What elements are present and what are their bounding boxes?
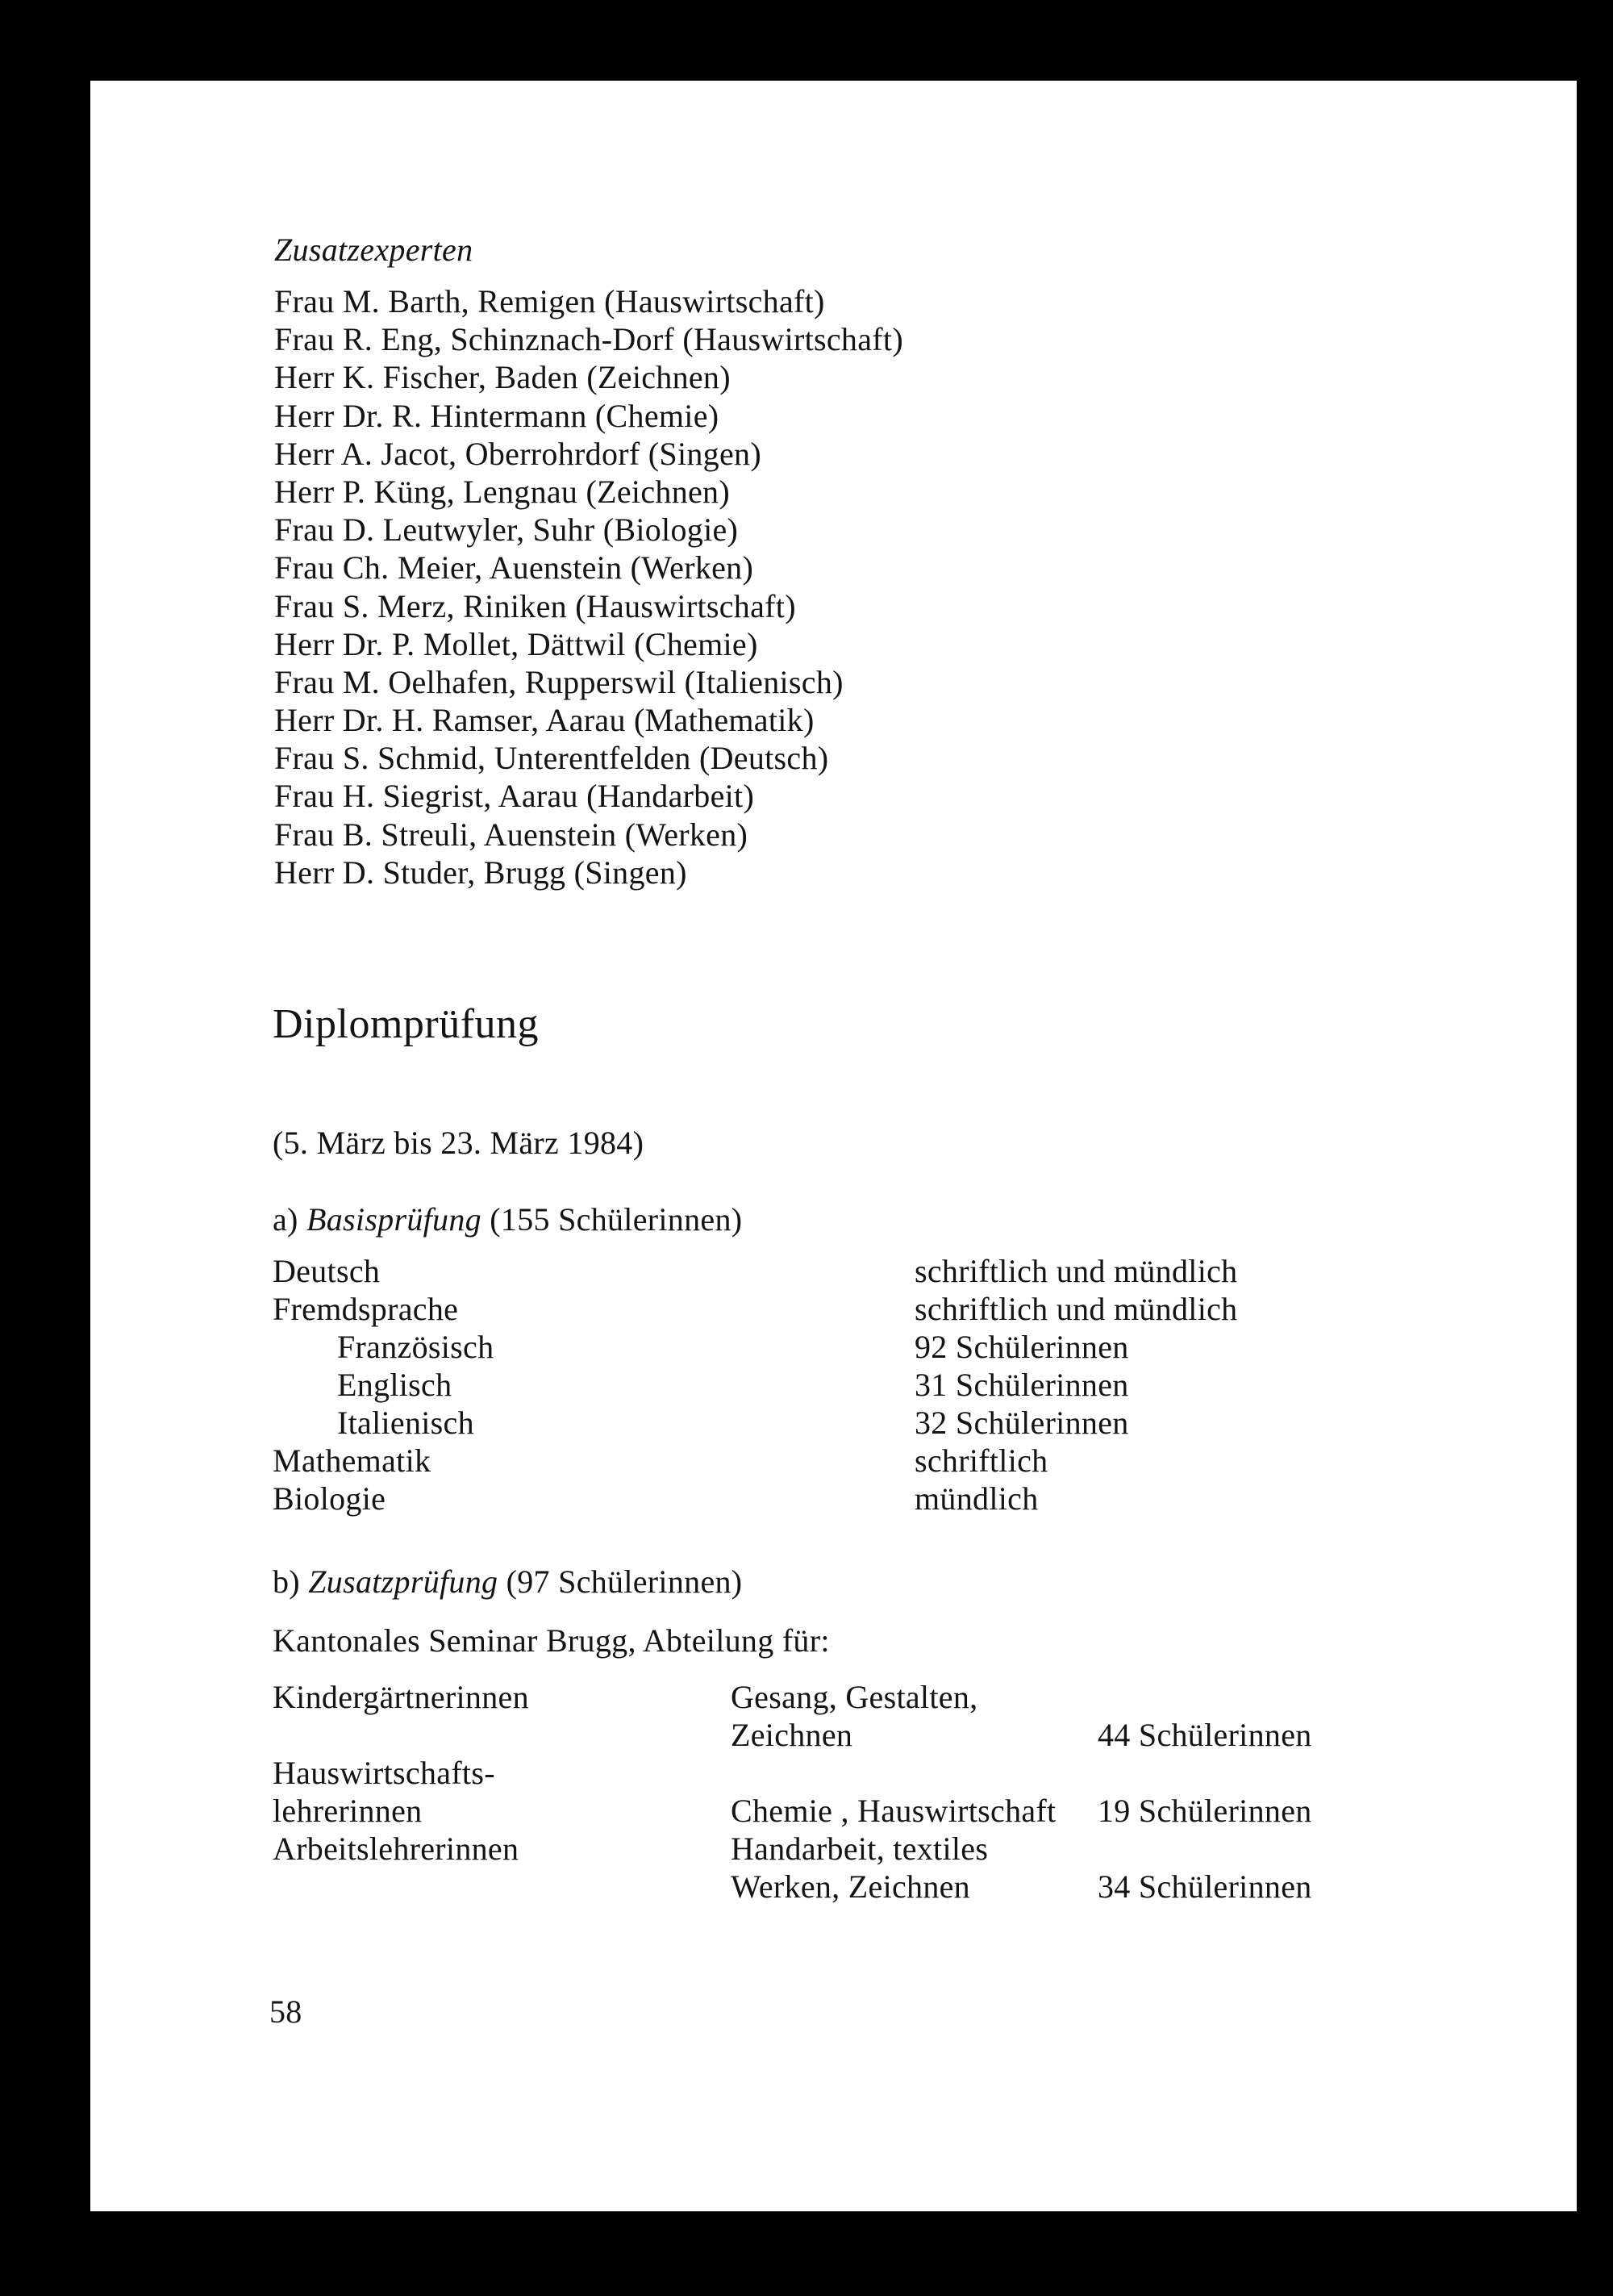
expert-item: Herr Dr. R. Hintermann (Chemie) xyxy=(274,397,719,434)
basis-mode: 32 Schülerinnen xyxy=(915,1405,1129,1441)
basis-subject: Biologie xyxy=(273,1480,386,1517)
basis-prefix: a) xyxy=(273,1201,298,1238)
expert-item: Frau S. Schmid, Unterentfelden (Deutsch) xyxy=(274,740,829,777)
expert-item: Herr Dr. P. Mollet, Dättwil (Chemie) xyxy=(274,625,758,662)
basis-subject: Mathematik xyxy=(273,1442,431,1479)
document-page xyxy=(90,81,1577,2211)
expert-item: Frau Ch. Meier, Auenstein (Werken) xyxy=(274,549,754,587)
zusatz-prefix: b) xyxy=(273,1563,300,1600)
basis-subject: Deutsch xyxy=(273,1253,381,1289)
expert-item: Frau R. Eng, Schinznach-Dorf (Hauswirtschaft) xyxy=(274,321,903,358)
expert-item: Frau B. Streuli, Auenstein (Werken) xyxy=(274,816,748,853)
expert-item: Herr D. Studer, Brugg (Singen) xyxy=(274,854,687,891)
basis-mode: mündlich xyxy=(915,1480,1039,1517)
department-label: Arbeitslehrerinnen xyxy=(273,1831,519,1867)
group-count: 19 Schülerinnen xyxy=(1098,1793,1312,1829)
subject-line: Chemie , Hauswirtschaft xyxy=(731,1793,1057,1829)
expert-item: Frau S. Merz, Riniken (Hauswirtschaft) xyxy=(274,587,796,624)
department-label: Hauswirtschafts- xyxy=(273,1755,495,1791)
expert-item: Herr Dr. H. Ramser, Aarau (Mathematik) xyxy=(274,702,815,739)
experts-list xyxy=(274,282,903,891)
basis-mode: schriftlich und mündlich xyxy=(915,1253,1238,1289)
expert-item: Herr A. Jacot, Oberrohrdorf (Singen) xyxy=(274,435,761,472)
expert-item: Herr P. Küng, Lengnau (Zeichnen) xyxy=(274,473,730,510)
exam-dates: (5. März bis 23. März 1984) xyxy=(273,1125,644,1161)
basis-heading xyxy=(273,1200,742,1238)
expert-item: Frau M. Oelhafen, Rupperswil (Italienisch) xyxy=(274,663,844,700)
department-label: Kindergärtnerinnen xyxy=(273,1679,529,1715)
expert-item: Frau D. Leutwyler, Suhr (Biologie) xyxy=(274,511,739,549)
group-count: 44 Schülerinnen xyxy=(1098,1717,1312,1753)
basis-count: (155 Schülerinnen) xyxy=(490,1201,743,1238)
basis-mode: schriftlich und mündlich xyxy=(915,1291,1238,1327)
experts-title: Zusatzexperten xyxy=(274,232,473,268)
subject-line: Zeichnen xyxy=(731,1717,853,1753)
basis-mode: 31 Schülerinnen xyxy=(915,1367,1129,1403)
expert-item: Frau H. Siegrist, Aarau (Handarbeit) xyxy=(274,778,755,815)
seminar-line: Kantonales Seminar Brugg, Abteilung für: xyxy=(273,1622,830,1659)
expert-item: Frau M. Barth, Remigen (Hauswirtschaft) xyxy=(274,283,825,319)
basis-mode: 92 Schülerinnen xyxy=(915,1329,1129,1365)
basis-subject: Italienisch xyxy=(337,1405,474,1441)
department-label: lehrerinnen xyxy=(273,1793,423,1829)
zusatz-heading xyxy=(273,1563,742,1601)
section-heading: Diplomprüfung xyxy=(273,1001,540,1047)
subject-line: Handarbeit, textiles xyxy=(731,1831,989,1867)
zusatz-title: Zusatzprüfung xyxy=(308,1563,498,1600)
subject-line: Gesang, Gestalten, xyxy=(731,1679,978,1715)
basis-subject: Französisch xyxy=(337,1329,494,1365)
subject-line: Werken, Zeichnen xyxy=(731,1868,970,1905)
basis-title: Basisprüfung xyxy=(306,1201,481,1238)
basis-subject: Fremdsprache xyxy=(273,1291,459,1327)
group-count: 34 Schülerinnen xyxy=(1098,1868,1312,1905)
zusatz-count: (97 Schülerinnen) xyxy=(506,1563,743,1600)
basis-subject: Englisch xyxy=(337,1367,452,1403)
basis-mode: schriftlich xyxy=(915,1442,1048,1479)
page-number: 58 xyxy=(269,1993,302,2030)
expert-item: Herr K. Fischer, Baden (Zeichnen) xyxy=(274,359,731,396)
